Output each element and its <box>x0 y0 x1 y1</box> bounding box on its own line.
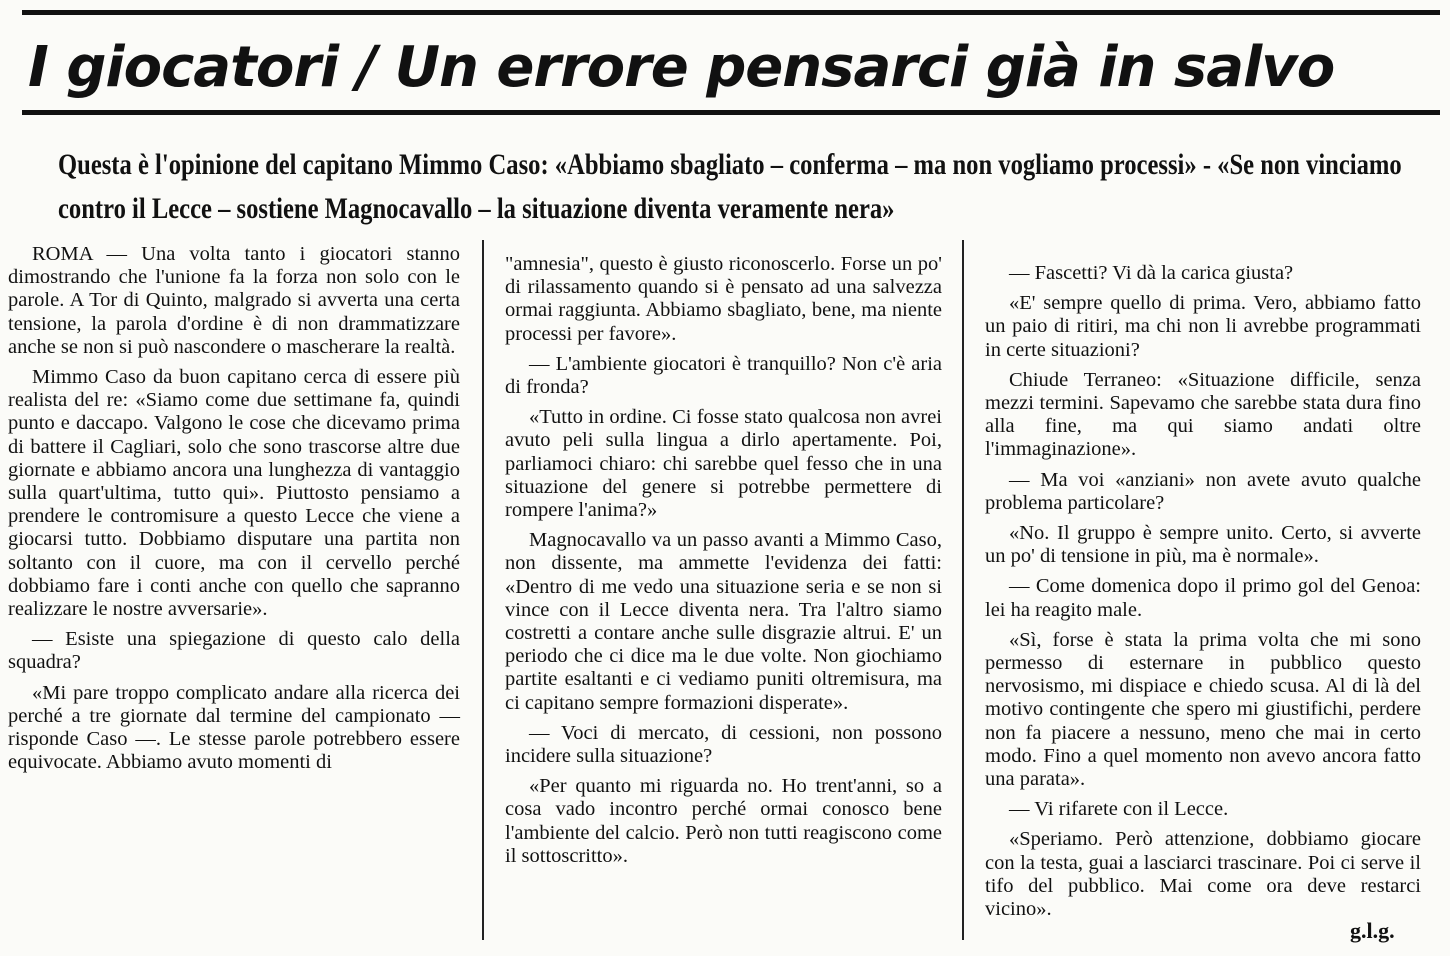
paragraph: — Esiste una spiegazione di questo calo della squadra? <box>8 628 460 674</box>
paragraph: — L'ambiente giocatori è tranquillo? Non c'è aria di fronda? <box>505 352 942 399</box>
paragraph: "amnesia", questo è giusto riconoscerlo. Forse un po' di rilassamento quando si è pensato ad una salvezza ormai raggiunta. Abbiamo sbagliato, bene, ma niente processi per favore». <box>505 253 942 345</box>
column-2 <box>505 253 942 875</box>
paragraph: Magnocavallo va un passo avanti a Mimmo Caso, non dissente, ma ammette l'evidenza dei fatti: «Dentro di me vedo una situazione seria e se non si vince con il Lecce diventa nera. Tra l'altro siamo costretti a contare anche sulle disgrazie altrui. E' un periodo che ci dice ma le due volte. Non giochiamo partite esaltanti e ci vediamo puniti oltremisura, ma ci capitano sempre formazioni disperate». <box>505 529 942 714</box>
column-divider <box>482 240 484 940</box>
paragraph: «Per quanto mi riguarda no. Ho trent'anni, so a cosa vado incontro perché ormai conosco bene l'ambiente del calcio. Però non tutti reagiscono come il sottoscritto». <box>505 775 942 867</box>
paragraph: «Speriamo. Però attenzione, dobbiamo giocare con la testa, guai a lasciarci trascinare. Poi ci serve il tifo del pubblico. Mai come ora deve restarci vicino». <box>985 828 1421 921</box>
headline-rule <box>22 110 1440 115</box>
paragraph: «Mi pare troppo complicato andare alla ricerca dei perché a tre giornate dal termine del campionato — risponde Caso —. Le stesse parole potrebbero essere equivocate. Abbiamo avuto momenti di <box>8 681 460 774</box>
paragraph: — Vi rifarete con il Lecce. <box>1009 798 1229 821</box>
paragraph: — Fascetti? Vi dà la carica giusta? <box>1009 262 1294 284</box>
paragraph: «E' sempre quello di prima. Vero, abbiamo fatto un paio di ritiri, ma chi non li avrebbe programmati in certe situazioni? <box>985 292 1421 361</box>
author-signature: g.l.g. <box>1350 918 1395 943</box>
headline: I giocatori / Un errore pensarci già in salvo <box>28 35 1335 100</box>
column-divider <box>962 240 964 940</box>
paragraph: «Tutto in ordine. Ci fosse stato qualcosa non avrei avuto peli sulla lingua a dirlo apertamente. Poi, parliamoci chiaro: chi sarebbe quel fesso che in una situazione del genere si potrebbe permettere di rompere l'anima?» <box>505 406 942 522</box>
paragraph: «No. Il gruppo è sempre unito. Certo, si avverte un po' di tensione in più, ma è normale». <box>985 522 1421 568</box>
paragraph: ROMA — Una volta tanto i giocatori stanno dimostrando che l'unione fa la forza non solo con le parole. A Tor di Quinto, malgrado si avverta una certa tensione, la parola d'ordine è di non drammatizzare anche se non si può nascondere o mascherare la realtà. <box>8 243 460 358</box>
column-3 <box>985 262 1421 928</box>
paragraph: Mimmo Caso da buon capitano cerca di essere più realista del re: «Siamo come due settimane fa, quindi punto e daccapo. Valgono le cose che dicevamo prima di battere il Cagliari, solo che sono trascorse altre due giornate e abbiamo ancora una lunghezza di vantaggio sulla quart'ultima, tutto qui». Piuttosto pensiamo a prendere le contromisure a questo Lecce che viene a giocarsi tutto. Dobbiamo disputare una partita non soltanto con il cuore, ma con il cervello perché dobbiamo fare i conti anche con quello che sapranno realizzare le nostre avversarie». <box>8 366 460 621</box>
subtitle: Questa è l'opinione del capitano Mimmo Caso: «Abbiamo sbagliato – conferma – ma non vogliamo processi» - «Se non vinciamo contro il Lecce – sostiene Magnocavallo – la situazione diventa veramente nera» <box>58 148 1402 225</box>
paragraph: — Come domenica dopo il primo gol del Genoa: lei ha reagito male. <box>985 575 1421 621</box>
paragraph: «Sì, forse è stata la prima volta che mi sono permesso di esternare in pubblico questo nervosismo, mi dispiace e chiedo scusa. Al di là del motivo contingente che spero mi giustifichi, perdere non fa piacere a nessuno, meno che mai in certo modo. Fino a quel momento non avevo ancora fatto una parata». <box>985 628 1421 791</box>
top-rule <box>22 10 1440 15</box>
column-1 <box>8 243 460 781</box>
paragraph: — Ma voi «anziani» non avete avuto qualche problema particolare? <box>985 468 1421 514</box>
paragraph: Chiude Terraneo: «Situazione difficile, senza mezzi termini. Sapevamo che sarebbe stata dura fino alla fine, ma qui siamo andati oltre l'immaginazione». <box>985 368 1421 461</box>
paragraph: — Voci di mercato, di cessioni, non possono incidere sulla situazione? <box>505 721 942 768</box>
